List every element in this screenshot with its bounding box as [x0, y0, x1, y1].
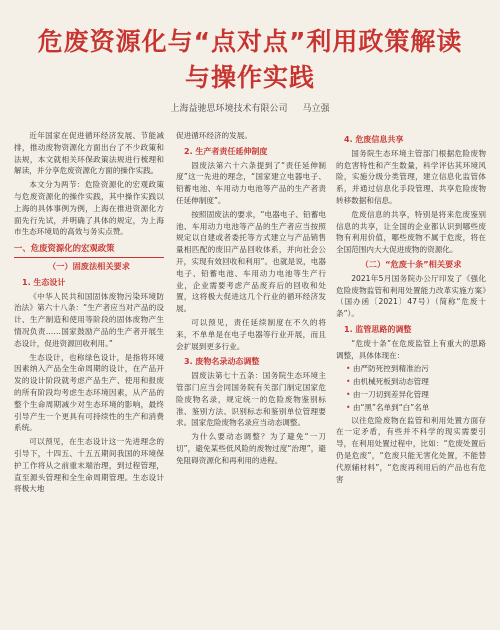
paragraph: “危废十条”在危废监管上有重大的思路调整，具体体现在： — [336, 338, 486, 360]
paragraph: 以往危险废物在监管和利用处置方面存在一定矛盾，有些并不科学的现实需要引导，在利用处置过程中，比如：“危废处置后仍是危废”，“危废只能无害化处置，不能替代原辅材料”，“危废再利用后的产品也有危害 — [336, 415, 486, 484]
paragraph: 《中华人民共和国固体废物污染环境防治法》第六十八条：“生产者应当对产品的设计、生产制造和使用等阶段的固体废物产生情况负责……国家鼓励产品的生产者开展生态设计，促进资源回收利用。” — [14, 291, 164, 348]
paragraph: 固废法第七十五条：国务院生态环境主管部门应当会同国务院有关部门制定国家危险废物名录，规定统一的危险废物鉴别标准、鉴别方法、识别标志和鉴别单位管理要求。国家危险废物名录应当动态调整。 — [176, 371, 326, 428]
list-item: • 由“黑”名单到“白”名单 — [346, 402, 486, 414]
paragraph: 生态设计，也称绿色设计，是指将环境因素纳入产品全生命周期的设计，在产品开发的设计阶段就考虑产品生产、使用和报废的所有阶段均考虑生态环境因素，从产品的整个生命周期减少对生态环境的影响，最终引导产生一个更具有可持续性的生产和消费系统。 — [14, 352, 164, 433]
author-company: 上海益驰思环境技术有限公司 — [170, 104, 288, 114]
numbered-heading: 1. 监管思路的调整 — [344, 324, 412, 334]
numbered-heading: 1. 生态设计 — [22, 277, 66, 287]
paragraph: 2021年5月国务院办公厅印发了《强化危险废物监管和利用处置能力改革实施方案》（国办函〔2021〕47号）（简称“危废十条”）。 — [336, 273, 486, 319]
paragraph: 近年国家在促进循环经济发展、节能减排，推动废物资源化方面出台了不少政策和法规，本文就相关环保政策法规进行梳理和解读，并分享危废资源化方面的操作实践。 — [14, 131, 164, 176]
paragraph: 可以预见，责任延续制度在不久的将来，不单单是在电子电器等行业开展，而且会扩展到更多行业。 — [176, 317, 326, 351]
author-name: 马立强 — [302, 104, 330, 114]
list-item: • 由严防死控到精准治污 — [346, 363, 486, 375]
list-item: • 由机械死板到动态管理 — [346, 376, 486, 388]
column-2 — [176, 130, 326, 625]
subsection-heading: （一）固废法相关要求 — [48, 260, 130, 271]
paragraph: 国务院生态环境主管部门根据危险废物的危害特性和产生数量，科学评估其环境风险，实施分级分类管理，建立信息化监管体系，并通过信息化手段管理、共享危险废物转移数据和信息。 — [336, 148, 486, 205]
column-1 — [14, 130, 164, 625]
paragraph: 为什么要动态调整？为了避免“一刀切”，避免某些低风险的废物过度“治理”，避免阻碍资源化和再利用的进程。 — [176, 432, 326, 465]
numbered-heading: 2. 生产者责任延伸制度 — [184, 146, 268, 156]
column-3 — [336, 130, 486, 625]
paragraph: 按照固废法的要求，“电器电子、铅蓄电池、车用动力电池等产品的生产者应当按照规定以自建或者委托等方式建立与产品销售量相匹配的废旧产品回收体系，并向社会公开，实现有效回收和利用”。也就是说，电器电子、铅蓄电池、车用动力电池等生产行业，企业需要考虑产品废弃后的回收和处置，这将极大促进这几个行业的循环经济发展。 — [176, 209, 326, 314]
title-line-2: 与操作实践 — [184, 63, 315, 92]
section-heading: 一、危废资源化的宏观政策 — [14, 243, 164, 258]
list-item: • 由一刀切到差异化管理 — [346, 389, 486, 401]
paragraph: 可以预见，在生态设计这一先进理念的引导下，十四五、十五五期间我国的环境保护工作将从之前重末端治理，到过程管理，直至源头管理和全生命周期管理。生态设计将极大地 — [14, 437, 164, 494]
paragraph: 促进循环经济的发展。 — [176, 131, 252, 140]
subsection-heading: （二）“危废十条”相关要求 — [360, 258, 462, 269]
numbered-heading: 4. 危废信息共享 — [344, 135, 404, 144]
paragraph: 本文分为两节：危险资源化的宏观政策与危废资源化的操作实践，其中操作实践以上海的具体事例为例，上海在推进资源化方面先行先试，并明确了具体的规定，为上海市生态环境局的高效与务实点赞。 — [14, 180, 164, 237]
paragraph: 固废法第六十六条提到了“责任延伸制度”这一先进的理念，“国家建立电器电子、铅蓄电池、车用动力电池等产品的生产者责任延伸制度”。 — [176, 160, 326, 205]
byline — [0, 101, 500, 114]
numbered-heading: 3. 废物名录动态调整 — [184, 357, 260, 367]
paragraph: 危废信息的共享，特别是将来危废鉴别信息的共享，让全国的企业都认识到哪些废物有利用价值，哪些废物不属于危废，将在全国范围内大大促进废物的资源化。 — [336, 209, 486, 255]
title-line-1: 危废资源化与“点对点”利用政策解读 — [37, 27, 463, 56]
